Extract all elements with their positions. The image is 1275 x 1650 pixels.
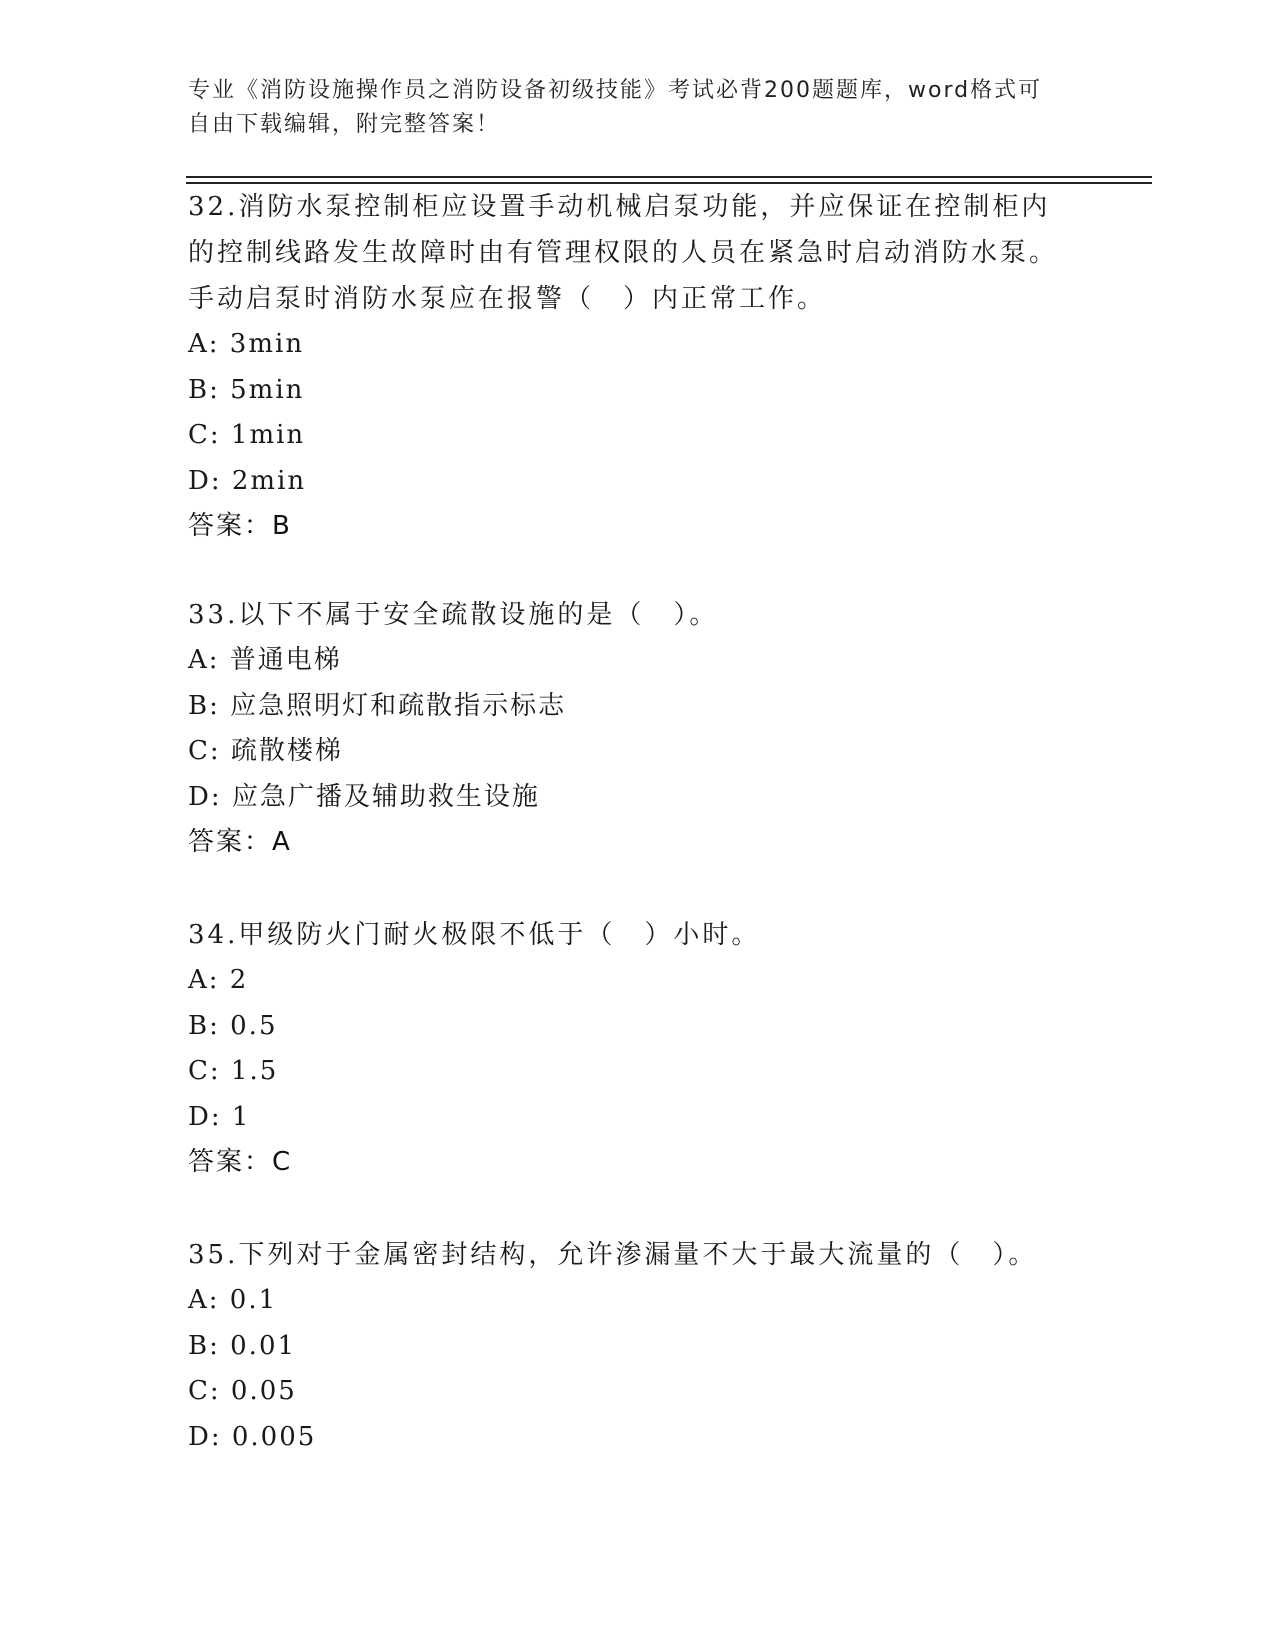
option-c: C: 0.05 [188, 1376, 297, 1406]
option-b: B: 0.01 [188, 1330, 297, 1361]
option-d: D: 应急广播及辅助救生设施 [188, 781, 540, 812]
option-a: A: 普通电梯 [188, 645, 342, 675]
header-line-1: 专业《消防设施操作员之消防设备初级技能》考试必背200题题库，word格式可 [188, 78, 1043, 103]
option-a: A: 3min [188, 329, 305, 359]
option-c: C: 1min [188, 420, 306, 450]
answer: 答案：A [188, 827, 292, 857]
option-b: B: 应急照明灯和疏散指示标志 [188, 690, 567, 721]
question-34 [188, 912, 1088, 1184]
option-d: D: 2min [188, 465, 307, 496]
header-rule-top [186, 176, 1152, 178]
answer: 答案：B [188, 511, 292, 541]
document-header [188, 74, 1068, 142]
header-line-2: 自由下载编辑，附完整答案！ [188, 112, 501, 137]
option-d: D: 0.005 [188, 1421, 317, 1452]
option-a: A: 0.1 [188, 1285, 278, 1315]
question-stem: 35.下列对于金属密封结构，允许渗漏量不大于最大流量的（ ）。 [188, 1240, 1038, 1270]
question-stem: 33.以下不属于安全疏散设施的是（ ）。 [188, 600, 719, 630]
question-stem: 32.消防水泵控制柜应设置手动机械启泵功能，并应保证在控制柜内的控制线路发生故障时由有管理权限的人员在紧急时启动消防水泵。手动启泵时消防水泵应在报警（ ）内正常工作。 [188, 192, 1059, 314]
option-d: D: 1 [188, 1101, 251, 1132]
option-c: C: 疏散楼梯 [188, 736, 343, 766]
option-a: A: 2 [188, 965, 249, 995]
option-c: C: 1.5 [188, 1056, 279, 1086]
question-stem: 34.甲级防火门耐火极限不低于（ ）小时。 [188, 920, 761, 950]
question-32 [188, 184, 1088, 548]
option-b: B: 0.5 [188, 1010, 278, 1041]
option-b: B: 5min [188, 374, 305, 405]
answer: 答案：C [188, 1147, 293, 1177]
question-35 [188, 1232, 1088, 1460]
question-33 [188, 592, 1088, 864]
